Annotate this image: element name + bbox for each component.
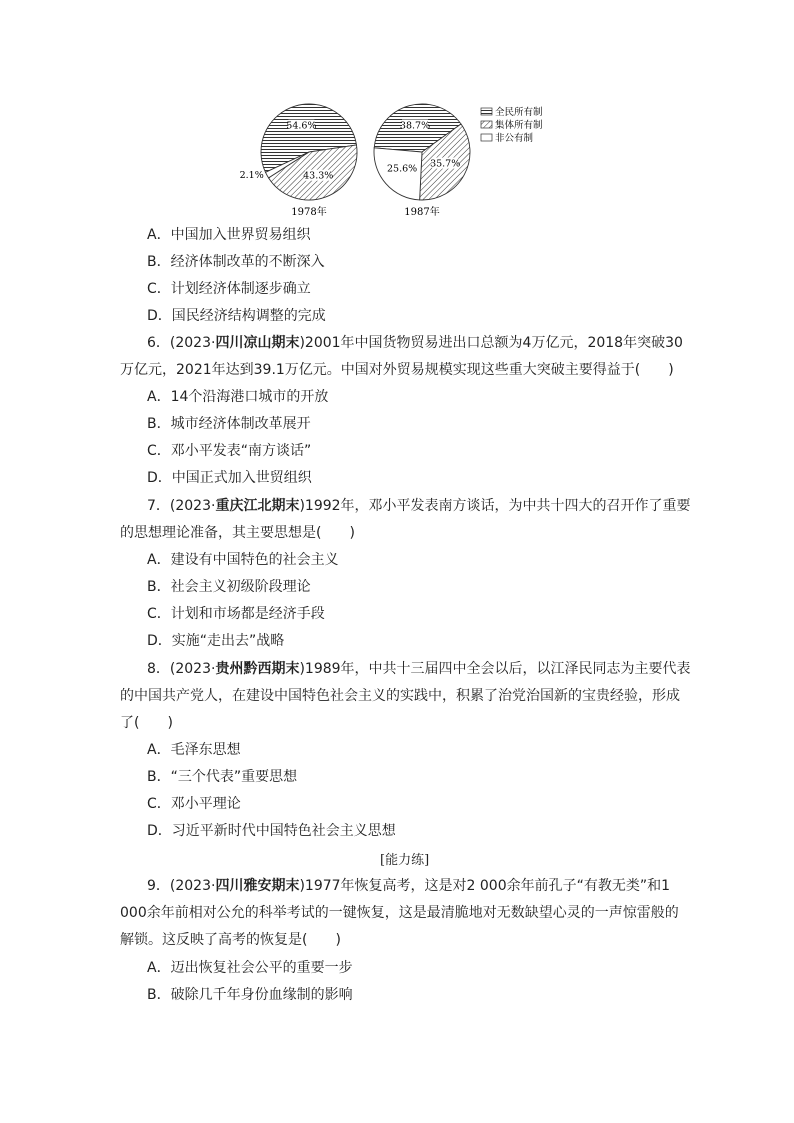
q9-stem-line2: 000余年前相对公允的科举考试的一键恢复，这是最清脆地对无数缺望心灵的一声惊雷般的: [120, 905, 679, 921]
pie-label-1987年-collective: 35.7%: [430, 158, 461, 170]
legend-label-state: 全民所有制: [495, 107, 543, 118]
legend-label-collective: 集体所有制: [495, 120, 543, 131]
q8-source: 贵州黔西期末: [215, 661, 300, 677]
q5-option-b: B．经济体制改革的不断深入: [147, 254, 325, 270]
q8-option-a: A．毛泽东思想: [147, 742, 241, 758]
section-title: [能力练]: [380, 853, 430, 868]
q8-stem-line3: 了( ): [120, 715, 173, 731]
q6-option-c: C．邓小平发表“南方谈话”: [147, 443, 312, 459]
q7-option-c: C．计划和市场都是经济手段: [147, 606, 325, 622]
q6-stem-line1: 6．(2023·四川凉山期末)2001年中国货物贸易进出口总额为4万亿元，2018年突破30: [147, 335, 683, 351]
pie-label-1987年-state: 38.7%: [399, 120, 431, 132]
q6-option-a: A．14个沿海港口城市的开放: [147, 389, 329, 405]
q7-option-b: B．社会主义初级阶段理论: [147, 579, 311, 595]
q6-stem-line2: 万亿元，2021年达到39.1万亿元。中国对外贸易规模实现这些重大突破主要得益于( ): [120, 362, 674, 378]
q9-option-b: B．破除几千年身份血缘制的影响: [147, 987, 353, 1003]
q6-option-d: D．中国正式加入世贸组织: [147, 470, 312, 486]
q7-stem-line1: 7．(2023·重庆江北期末)1992年，邓小平发表南方谈话，为中共十四大的召开作了重要: [147, 498, 691, 514]
legend-label-private: 非公有制: [495, 133, 534, 144]
q5-option-d: D．国民经济结构调整的完成: [147, 308, 326, 324]
legend-swatch-state: [481, 108, 492, 115]
q9-stem-line3: 解锁。这反映了高考的恢复是( ): [120, 932, 341, 948]
legend-swatch-private: [481, 134, 492, 141]
legend-swatch-collective: [481, 121, 492, 128]
q8-option-b: B．“三个代表”重要思想: [147, 769, 298, 785]
pie-title-1987: 1987年: [404, 207, 440, 218]
pie-figure: [239, 100, 592, 222]
q8-stem-line2: 的中国共产党人，在建设中国特色社会主义的实践中，积累了治党治国新的宝贵经验，形成: [120, 688, 680, 704]
q9-option-a: A．迈出恢复社会公平的重要一步: [147, 960, 353, 976]
pie-label-1978年-state: 54.6%: [286, 120, 317, 132]
legend: [481, 106, 543, 144]
q5-option-c: C．计划经济体制逐步确立: [147, 281, 311, 297]
pie-title-1978: 1978年: [291, 207, 327, 218]
pie-label-1978年-collective: 43.3%: [303, 170, 334, 182]
q8-option-d: D．习近平新时代中国特色社会主义思想: [147, 823, 396, 839]
pie-label-1987年-private: 25.6%: [387, 163, 418, 175]
q7-option-d: D．实施“走出去”战略: [147, 633, 285, 649]
q9-source: 四川雅安期末: [215, 878, 300, 894]
q8-option-c: C．邓小平理论: [147, 796, 241, 812]
q9-stem-line1: 9．(2023·四川雅安期末)1977年恢复高考，这是对2 000余年前孔子“有教无类”和1: [147, 878, 671, 894]
pie-chart-1978: [240, 104, 357, 200]
pie-label-1978年-private: 2.1%: [239, 170, 264, 182]
q7-stem-line2: 的思想理论准备，其主要思想是( ): [120, 525, 355, 541]
q7-source: 重庆江北期末: [215, 498, 300, 514]
q8-stem-line1: 8．(2023·贵州黔西期末)1989年，中共十三届四中全会以后，以江泽民同志为主要代表: [147, 661, 691, 677]
q6-source: 四川凉山期末: [215, 335, 300, 351]
pie-chart-1987: [374, 104, 470, 200]
q5-option-a: A．中国加入世界贸易组织: [147, 227, 311, 243]
q6-option-b: B．城市经济体制改革展开: [147, 416, 311, 432]
q7-option-a: A．建设有中国特色的社会主义: [147, 552, 339, 568]
